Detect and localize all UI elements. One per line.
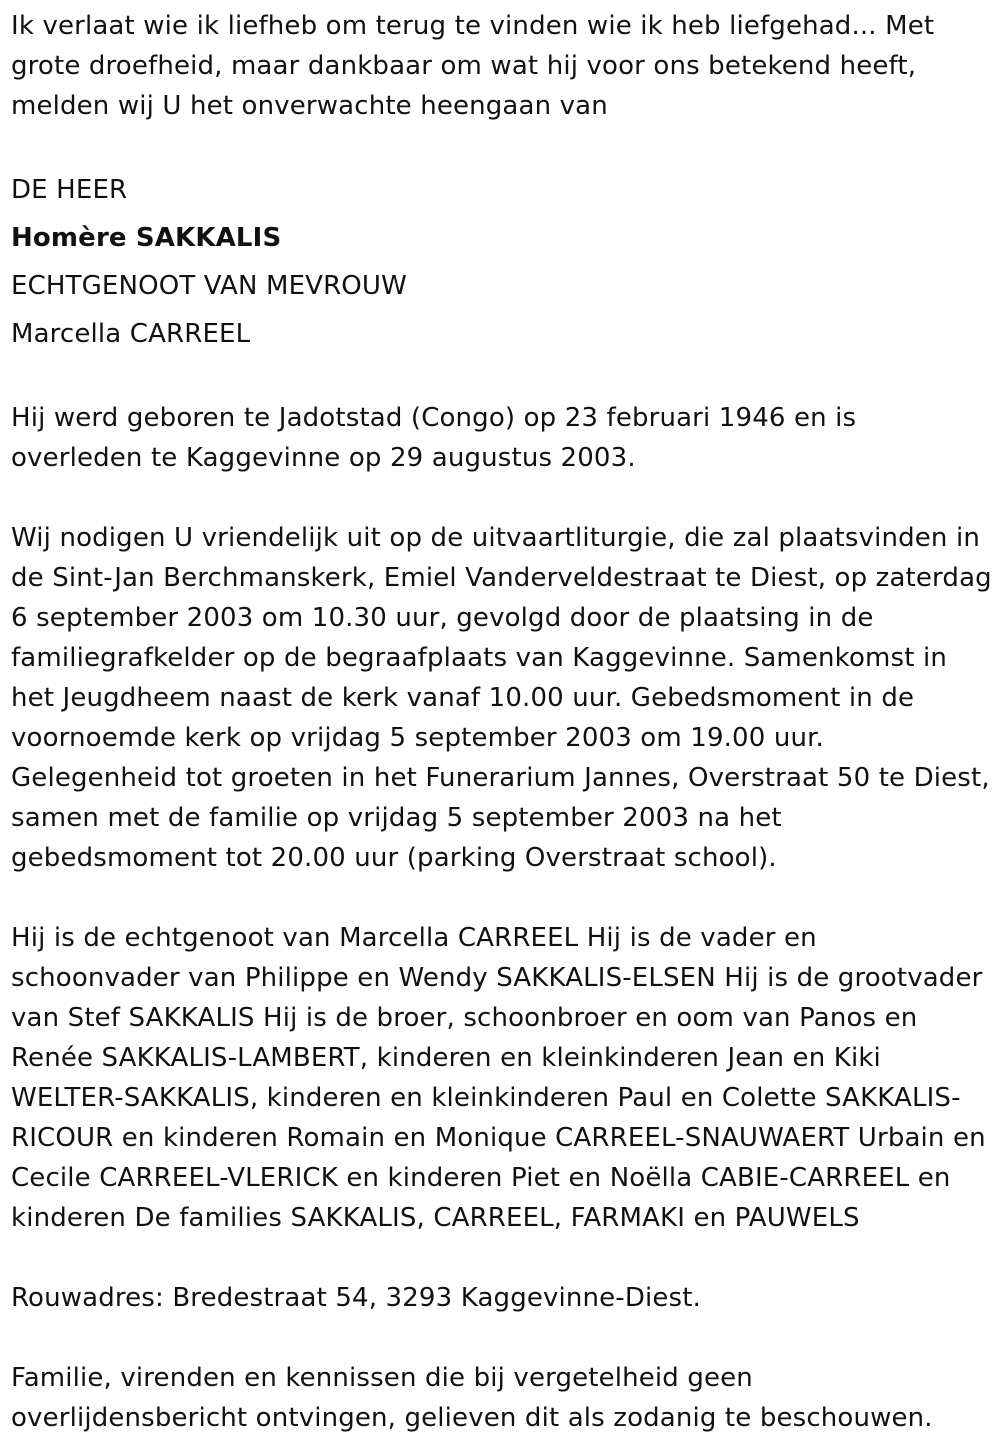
- spacer: [11, 478, 992, 518]
- spacer: [11, 358, 992, 398]
- birth-death-paragraph: Hij werd geboren te Jadotstad (Congo) op 23 februari 1946 en is overleden te Kaggevinne op 29 augustus 2003.: [11, 403, 857, 473]
- intro-paragraph: Ik verlaat wie ik liefheb om terug te vinden wie ik heb liefgehad... Met grote droefheid, maar dankbaar om wat hij voor ons betekend heeft, melden wij U het onverwachte heengaan van: [11, 11, 935, 121]
- spacer: [11, 878, 992, 918]
- family-paragraph: Hij is de echtgenoot van Marcella CARREEL Hij is de vader en schoonvader van Philippe en Wendy SAKKALIS-ELSEN Hij is de grootvader van Stef SAKKALIS Hij is de broer, schoonbroer en oom van Panos en Renée SAKKALIS-LAMBERT, kinderen en kleinkinderen Jean en Kiki WELTER-SAKKALIS, kinderen en kleinkinderen Paul en Colette SAKKALIS-RICOUR en kinderen Romain en Monique CARREEL-SNAUWAERT Urbain en Cecile CARREEL-VLERICK en kinderen Piet en Noëlla CABIE-CARREEL en kinderen De families SAKKALIS, CARREEL, FARMAKI en PAUWELS: [11, 923, 986, 1233]
- honorific-title: DE HEER: [11, 175, 128, 205]
- mourning-address: Rouwadres: Bredestraat 54, 3293 Kaggevinne-Diest.: [11, 1283, 701, 1313]
- spacer: [11, 1318, 992, 1358]
- spouse-label: ECHTGENOOT VAN MEVROUW: [11, 271, 407, 301]
- closing-paragraph: Familie, virenden en kennissen die bij vergetelheid geen overlijdensbericht ontvingen, gelieven dit als zodanig te beschouwen.: [11, 1363, 933, 1433]
- deceased-name: Homère SAKKALIS: [11, 223, 282, 253]
- spouse-name: Marcella CARREEL: [11, 319, 251, 349]
- spacer: [11, 1238, 992, 1278]
- ceremony-paragraph: Wij nodigen U vriendelijk uit op de uitvaartliturgie, die zal plaatsvinden in de Sint-Jan Berchmanskerk, Emiel Vanderveldestraat te Diest, op zaterdag 6 september 2003 om 10.30 uur, gevolgd door de plaatsing in de familiegrafkelder op de begraafplaats van Kaggevinne. Samenkomst in het Jeugdheem naast de kerk vanaf 10.00 uur. Gebedsmoment in de voornoemde kerk op vrijdag 5 september 2003 om 19.00 uur. Gelegenheid tot groeten in het Funerarium Jannes, Overstraat 50 te Diest, samen met de familie op vrijdag 5 september 2003 na het gebedsmoment tot 20.00 uur (parking Overstraat school).: [11, 523, 992, 873]
- spacer: [11, 126, 992, 166]
